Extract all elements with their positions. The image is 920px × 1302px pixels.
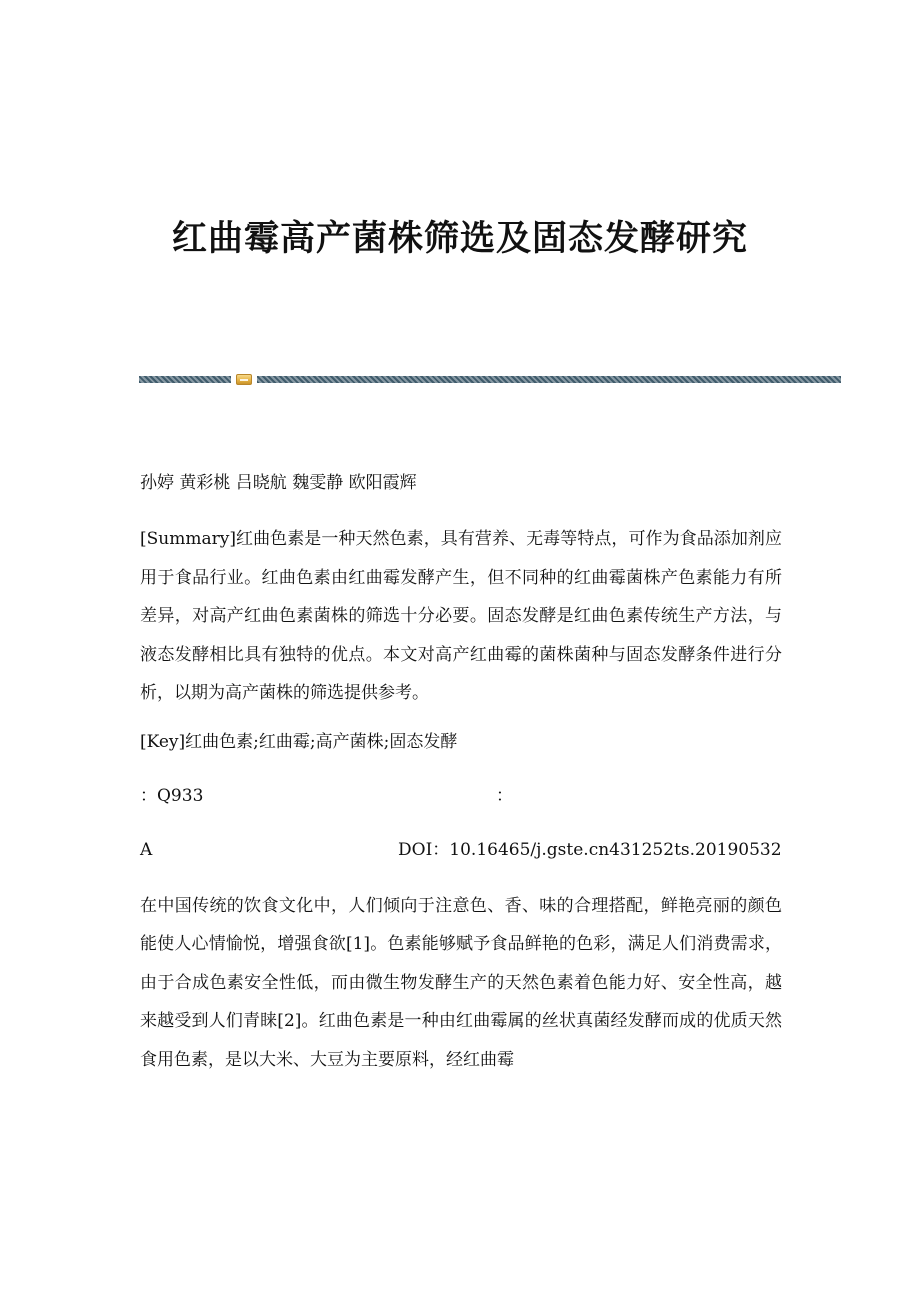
divider-bar-right [257,376,841,383]
doi-text: DOI：10.16465/j.gste.cn431252ts.20190532 [398,839,782,860]
keywords-line: [Key]红曲色素;红曲霉;高产菌株;固态发酵 [140,731,458,752]
document-code: A [140,839,153,860]
author-list: 孙婷 黄彩桃 吕晓航 魏雯静 欧阳霞辉 [140,473,417,493]
doi-row [140,835,782,865]
title-divider [139,374,841,386]
body-paragraph: 在中国传统的饮食文化中，人们倾向于注意色、香、味的合理搭配，鲜艳亮丽的颜色能使人心情愉悦，增强食欲[1]。色素能够赋予食品鲜艳的色彩，满足人们消费需求，由于合成色素安全性低，而由微生物发酵生产的天然色素着色能力好、安全性高，越来越受到人们青睐[2]。红曲色素是一种由红曲霉属的丝状真菌经发酵而成的优质天然食用色素，是以大米、大豆为主要原料，经红曲霉 [140,895,782,1070]
clc-number: ：Q933 [140,785,204,806]
document-content [140,468,782,1079]
document-title: 红曲霉高产菌株筛选及固态发酵研究 [171,218,748,259]
divider-emblem-icon [236,374,252,385]
classification-row [140,781,782,811]
doc-code-separator: ： [496,785,513,806]
abstract-paragraph: [Summary]红曲色素是一种天然色素，具有营养、无毒等特点，可作为食品添加剂应用于食品行业。红曲色素由红曲霉发酵产生，但不同种的红曲霉菌株产色素能力有所差异，对高产红曲色素菌株的筛选十分必要。固态发酵是红曲色素传统生产方法，与液态发酵相比具有独特的优点。本文对高产红曲霉的菌株菌种与固态发酵条件进行分析，以期为高产菌株的筛选提供参考。 [140,529,782,703]
divider-bar-left [139,376,231,383]
